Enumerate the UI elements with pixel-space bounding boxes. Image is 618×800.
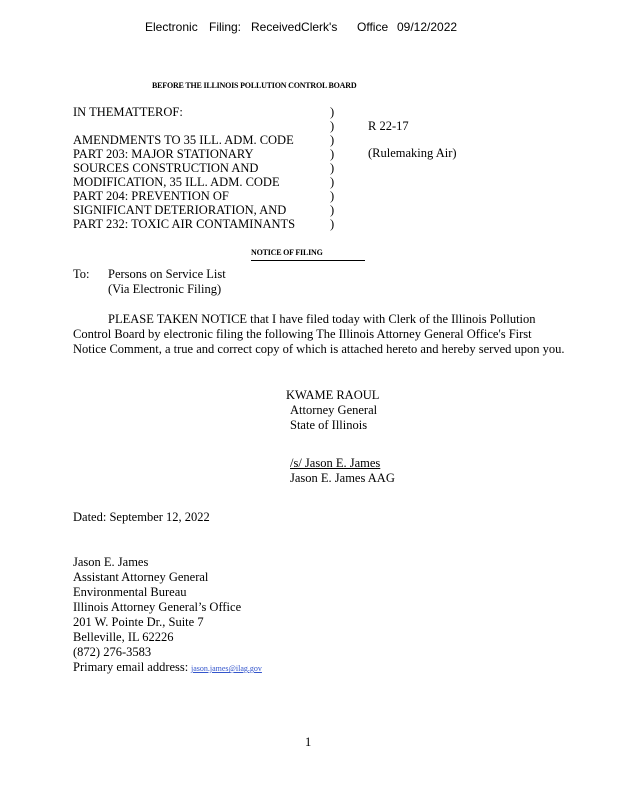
caption-line: PART 232: TOXIC AIR CONTAMINANTS: [73, 217, 296, 231]
body-line-3: Notice Comment, a true and correct copy of which is attached hereto and hereby served upon you.: [73, 342, 565, 356]
contact-office: Illinois Attorney General’s Office: [73, 600, 242, 614]
caption-line: SIGNIFICANT DETERIORATION, AND: [73, 203, 287, 217]
paren: ): [330, 161, 335, 175]
body-line-2: Control Board by electronic filing the following The Illinois Attorney General Office's First: [73, 327, 532, 341]
header-filing: Filing:: [209, 20, 242, 34]
board-title: BEFORE THE ILLINOIS POLLUTION CONTROL BOARD: [152, 81, 357, 90]
header-received: ReceivedClerk's: [251, 20, 338, 34]
header-electronic: Electronic: [145, 20, 198, 34]
to-label: To:: [73, 267, 90, 281]
paren: ): [330, 147, 335, 161]
paren: ): [330, 217, 335, 231]
caption-line: MODIFICATION, 35 ILL. ADM. CODE: [73, 175, 280, 189]
contact-city: Belleville, IL 62226: [73, 630, 174, 644]
docket-number: R 22-17: [368, 119, 409, 133]
email-link[interactable]: jason.james@ilag.gov: [191, 664, 262, 673]
contact-phone: (872) 276-3583: [73, 645, 152, 659]
dated: Dated: September 12, 2022: [73, 510, 210, 524]
header-date: 09/12/2022: [397, 20, 458, 34]
caption-line: PART 204: PREVENTION OF: [73, 189, 229, 203]
rulemaking-type: (Rulemaking Air): [368, 146, 457, 160]
caption-line: AMENDMENTS TO 35 ILL. ADM. CODE: [73, 133, 294, 147]
paren: ): [330, 119, 335, 133]
paren: ): [330, 133, 335, 147]
contact-address: 201 W. Pointe Dr., Suite 7: [73, 615, 204, 629]
paren: ): [330, 189, 335, 203]
to-method: (Via Electronic Filing): [108, 282, 222, 296]
paren: ): [330, 175, 335, 189]
signature-line: /s/ Jason E. James: [290, 456, 381, 470]
header-office: Office: [357, 20, 389, 34]
caption-line: SOURCES CONSTRUCTION AND: [73, 161, 259, 175]
caption-parens: [330, 105, 334, 231]
body-line-1: PLEASE TAKEN NOTICE that I have filed today with Clerk of the Illinois Pollution: [108, 312, 536, 326]
email-label: Primary email address:: [73, 660, 189, 674]
ag-state: State of Illinois: [290, 418, 368, 432]
caption-line: PART 203: MAJOR STATIONARY: [73, 147, 254, 161]
page-number: 1: [305, 735, 312, 749]
signature-name: Jason E. James AAG: [290, 471, 395, 485]
ag-title: Attorney General: [290, 403, 378, 417]
contact-bureau: Environmental Bureau: [73, 585, 187, 599]
ag-name: KWAME RAOUL: [286, 388, 380, 402]
to-recipient: Persons on Service List: [108, 267, 226, 281]
paren: ): [330, 203, 335, 217]
contact-name: Jason E. James: [73, 555, 149, 569]
paren: ): [330, 105, 335, 119]
caption-matter: IN THEMATTEROF:: [73, 105, 183, 119]
contact-title: Assistant Attorney General: [73, 570, 209, 584]
caption-block: [73, 133, 295, 231]
notice-title: NOTICE OF FILING: [251, 246, 365, 261]
